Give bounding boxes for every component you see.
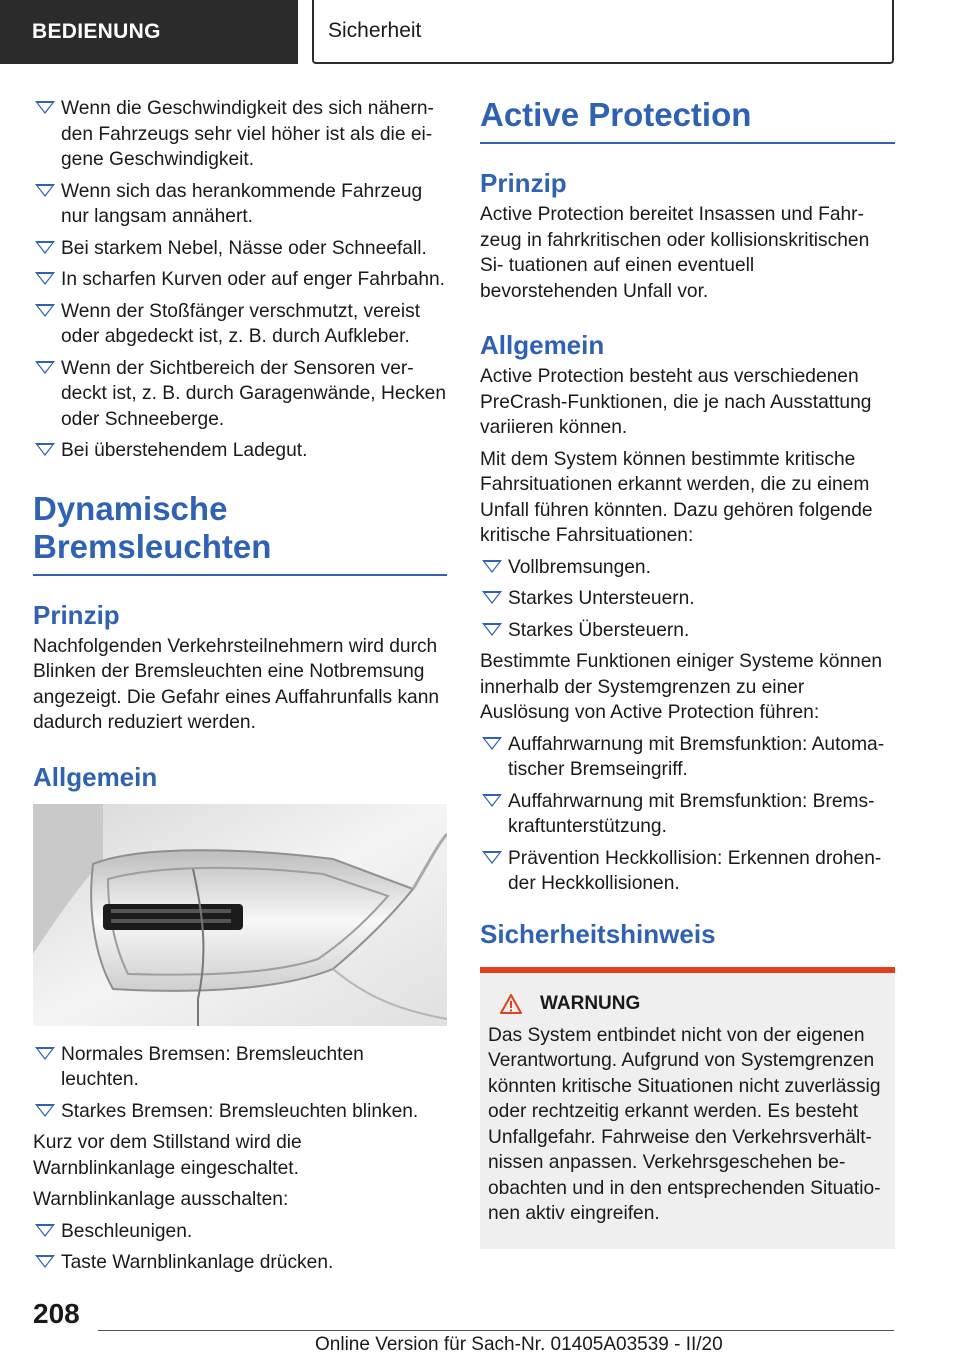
allgemein-heading: Allgemein xyxy=(33,761,158,792)
prinzip-heading: Prinzip xyxy=(33,599,120,630)
left-column xyxy=(33,96,447,1282)
list-item: Wenn der Stoßfänger verschmutzt, vereist oder abgedeckt ist, z. B. durch Aufkleber. xyxy=(33,299,447,350)
warning-triangle-icon xyxy=(500,994,522,1014)
section-tab xyxy=(0,0,298,64)
triangle-bullet-icon xyxy=(482,591,502,604)
allgemein-text-1: Active Protection besteht aus verschiedenen PreCrash-Funktionen, die je nach Ausstattung variieren können. xyxy=(480,366,872,438)
warning-box xyxy=(480,973,895,1249)
triangle-bullet-icon xyxy=(35,443,55,456)
functions-list xyxy=(480,732,895,897)
triangle-bullet-icon xyxy=(482,851,502,864)
list-item: Starkes Bremsen: Bremsleuchten blinken. xyxy=(33,1099,447,1125)
triangle-bullet-icon xyxy=(482,794,502,807)
stillstand-text: Kurz vor dem Stillstand wird die Warnblinkanlage eingeschaltet. xyxy=(33,1132,302,1179)
triangle-bullet-icon xyxy=(35,1255,55,1268)
brake-light-illustration xyxy=(33,804,447,1026)
warning-title xyxy=(488,993,887,1015)
functions-text: Bestimmte Funktionen einiger Systeme können innerhalb der Systemgrenzen zu einer Auslösung von Active Protection führen: xyxy=(480,651,883,723)
list-item: Starkes Untersteuern. xyxy=(480,586,895,612)
hazard-off-list xyxy=(33,1219,447,1276)
list-item: Bei starkem Nebel, Nässe oder Schneefall. xyxy=(33,236,447,262)
triangle-bullet-icon xyxy=(35,1224,55,1237)
warning-label: WARNUNG xyxy=(540,992,641,1014)
triangle-bullet-icon xyxy=(35,101,55,114)
triangle-bullet-icon xyxy=(35,361,55,374)
active-protection-title: Active Protection xyxy=(480,96,752,133)
list-item: Prävention Heckkollision: Erkennen drohen‐ der Heckkollisionen. xyxy=(480,846,895,897)
list-item: Auffahrwarnung mit Bremsfunktion: Brems‐ kraftunterstützung. xyxy=(480,789,895,840)
page-number: 208 xyxy=(33,1298,80,1329)
ausschalten-text: Warnblinkanlage ausschalten: xyxy=(33,1189,289,1210)
list-item: Vollbremsungen. xyxy=(480,555,895,581)
prinzip-text: Nachfolgenden Verkehrsteilnehmern wird durch Blinken der Bremsleuchten eine Notbremsung angezeigt. Die Gefahr eines Auffahrunfalls kann dadurch reduziert werden. xyxy=(33,635,440,733)
triangle-bullet-icon xyxy=(35,241,55,254)
triangle-bullet-icon xyxy=(35,272,55,285)
section-label: BEDIENUNG xyxy=(32,20,161,43)
list-item: Auffahrwarnung mit Bremsfunktion: Automa‐ tischer Bremseingriff. xyxy=(480,732,895,783)
right-column xyxy=(480,96,895,1249)
section-title-line2: Bremsleuchten xyxy=(33,527,272,565)
triangle-bullet-icon xyxy=(482,560,502,573)
triangle-bullet-icon xyxy=(482,737,502,750)
section-title-line1: Dynamische xyxy=(33,489,228,527)
footer-online-version: Online Version für Sach-Nr. 01405A03539 - II/20 xyxy=(315,1334,723,1355)
title-divider xyxy=(480,142,895,144)
warning-text: Das System entbindet nicht von der eigenen Verantwortung. Aufgrund von Systemgrenzen könnten kritische Situationen nicht zuverlässig oder rechtzeitig erkannt werden. Es besteht Unfallgefahr. Fahrweise den Verkehrsverhält‐ nissen anpassen. Verkehrsgeschehen be‐ obachten und in den entsprechenden Situatio‐ nen aktiv eingreifen. xyxy=(488,1024,881,1224)
prinzip-heading: Prinzip xyxy=(480,168,567,198)
allgemein-heading: Allgemein xyxy=(480,330,605,360)
list-item: Starkes Übersteuern. xyxy=(480,618,895,644)
title-divider xyxy=(33,574,447,576)
triangle-bullet-icon xyxy=(35,304,55,317)
limitations-list xyxy=(33,96,447,464)
triangle-bullet-icon xyxy=(35,184,55,197)
list-item: Wenn die Geschwindigkeit des sich nähern‐ den Fahrzeugs sehr viel höher ist als die ei‐ gene Geschwindigkeit. xyxy=(33,96,447,173)
allgemein-text-2: Mit dem System können bestimmte kritische Fahrsituationen erkannt werden, die zu einem Unfall führen könnten. Dazu gehören folgende kritische Fahrsituationen: xyxy=(480,448,873,546)
triangle-bullet-icon xyxy=(35,1104,55,1117)
list-item: Wenn der Sichtbereich der Sensoren ver‐ deckt ist, z. B. durch Garagenwände, Hecken oder Schneeberge. xyxy=(33,356,447,433)
chapter-tab xyxy=(312,0,894,64)
list-item: Normales Bremsen: Bremsleuchten leuchten. xyxy=(33,1042,447,1093)
list-item: Wenn sich das herankommende Fahrzeug nur langsam annähert. xyxy=(33,179,447,230)
list-item: Bei überstehendem Ladegut. xyxy=(33,438,447,464)
brake-behaviour-list xyxy=(33,1042,447,1125)
footer-divider xyxy=(98,1330,894,1331)
safety-heading: Sicherheitshinweis xyxy=(480,918,716,949)
list-item: Beschleunigen. xyxy=(33,1219,447,1245)
warning-panel xyxy=(480,967,895,1249)
tail-light-icon xyxy=(33,804,447,1026)
prinzip-text: Active Protection bereitet Insassen und Fahr‐ zeug in fahrkritischen oder kollisionskritischen Si‐ tuationen auf einen eventuell bevorstehenden Unfall vor. xyxy=(480,204,870,302)
situations-list xyxy=(480,555,895,644)
list-item: Taste Warnblinkanlage drücken. xyxy=(33,1250,447,1276)
triangle-bullet-icon xyxy=(482,623,502,636)
triangle-bullet-icon xyxy=(35,1047,55,1060)
chapter-label: Sicherheit xyxy=(328,19,422,42)
list-item: In scharfen Kurven oder auf enger Fahrbahn. xyxy=(33,267,447,293)
